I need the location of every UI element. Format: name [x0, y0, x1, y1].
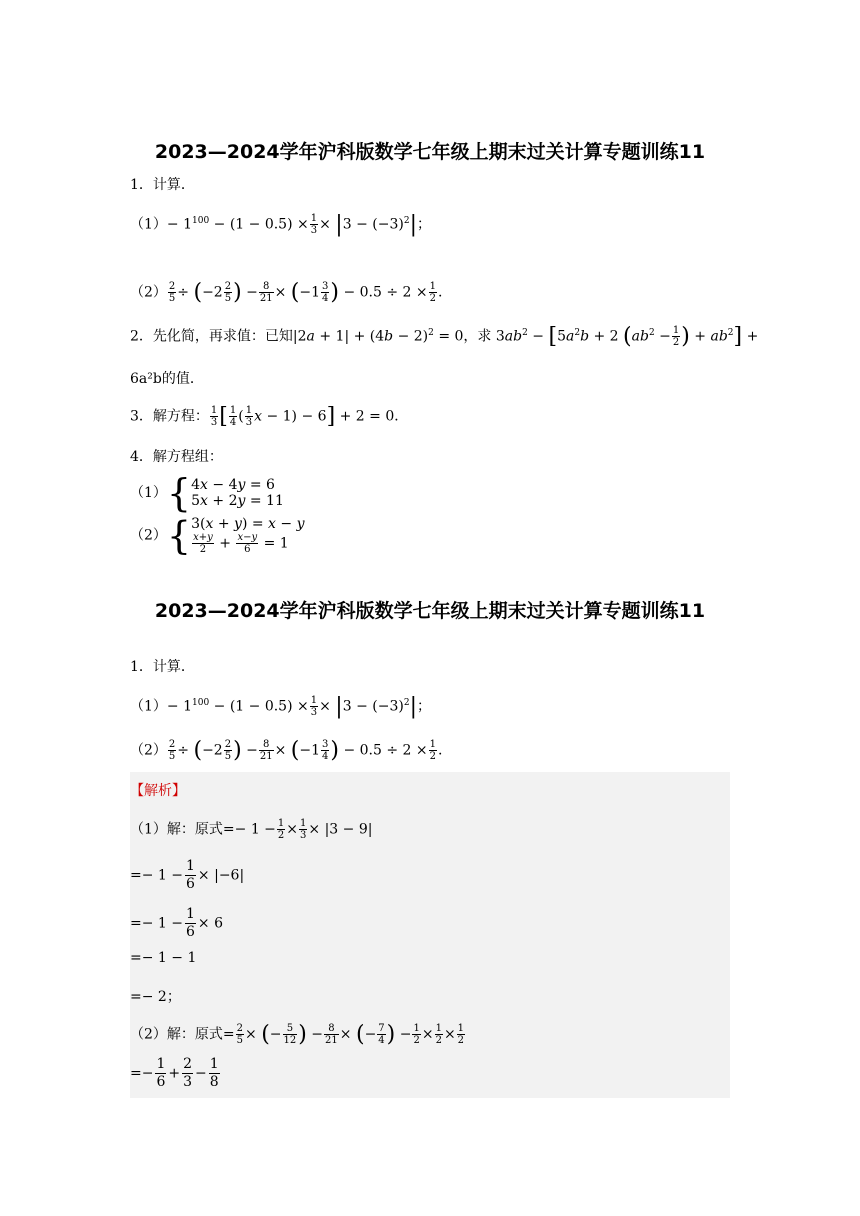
question-2: 2．先化简，再求值：已知$|2a + 1| + (4b - 2)^2 = 0$，求 $3ab^2 - [5a^2b + 2$ ($ab^2$ − $\frac{1}{2}$ ) + $ab^2$] +	[130, 324, 759, 349]
page-title-repeat: 2023—2024学年沪科版数学七年级上期末过关计算专题训练11	[154, 600, 706, 622]
question-2-label: 2．先化简，再求值：已知	[130, 328, 293, 345]
question-1-part-1: $(1)- 1^{100} - (1 - 0.5)$ × $\frac{1}{3}$ × $|3 - (-3)^2|$；	[130, 212, 431, 237]
analysis-step-5: =− 2；	[130, 989, 181, 1005]
question-3-label: 3．解方程：	[130, 408, 209, 425]
analysis-step-6: （2）解：原式= $\frac{2}{5}$ × (− $\frac{5}{12}$ ) − $\frac{8}{21}$ × (− $\frac{7}{4}$ ) − $\frac{1}{2}$ × $\frac{1}{2}$ × $\frac{1}{2}$	[130, 1022, 465, 1047]
analysis-p1-label: （1）解：原式=	[130, 821, 235, 838]
question-1-part-2-repeat: （2） $\frac{2}{5}$ ÷ (−2 $\frac{2}{5}$ ) − $\frac{8}{21}$ × (−1 $\frac{3}{4}$ ) − 0.5 ÷ 2 × $\frac{1}{2}$ .	[130, 738, 443, 763]
analysis-step-2: =− 1 − $\frac{1}{6}$ × |−6|	[130, 858, 245, 892]
analysis-step-3: =− 1 − $\frac{1}{6}$ × 6	[130, 906, 224, 940]
analysis-p2-label: （2）解：原式=	[130, 1026, 235, 1043]
question-2-tail: 6a²b的值．	[130, 371, 204, 387]
analysis-heading: 【解析】	[130, 783, 186, 799]
analysis-step-4: =− 1 − 1	[130, 950, 197, 966]
analysis-step-1: （1）解：原式=− 1 − $\frac{1}{2}$ × $\frac{1}{3}$ × |3 − 9|	[130, 818, 373, 841]
question-1-part-2: （2） $\frac{2}{5}$ ÷ (−2 $\frac{2}{5}$ ) − $\frac{8}{21}$ × (−1 $\frac{3}{4}$ ) − 0.5 ÷ 2 × $\frac{1}{2}$ .	[130, 280, 443, 305]
question-3: 3．解方程： $\frac{1}{3}$ [ $\frac{1}{4}$ ( $\frac{1}{3}$ x − 1) − 6] + 2 = 0．	[130, 404, 409, 429]
question-4-label: 4．解方程组：	[130, 449, 223, 465]
question-1-label-repeat: 1．计算．	[130, 659, 195, 675]
page-title: 2023—2024学年沪科版数学七年级上期末过关计算专题训练11	[154, 141, 706, 163]
analysis-step-7: =− $\frac{1}{6}$ + $\frac{2}{3}$ − $\frac{1}{8}$	[130, 1056, 219, 1090]
question-1-part-1-repeat: $(1)- 1^{100} - (1 - 0.5)$ × $\frac{1}{3}$ × $|3 - (-3)^2|$；	[130, 694, 431, 719]
question-4-part-2: （2）{ 3(x + y) = x − y $\frac{x+y}{2}$ + $\frac{x-y}{6}$ = 1	[130, 513, 305, 558]
question-4-part-1: （1）{ 4x − 4y = 6 5x + 2y = 11	[130, 471, 284, 515]
question-1-label: 1．计算．	[130, 177, 195, 193]
